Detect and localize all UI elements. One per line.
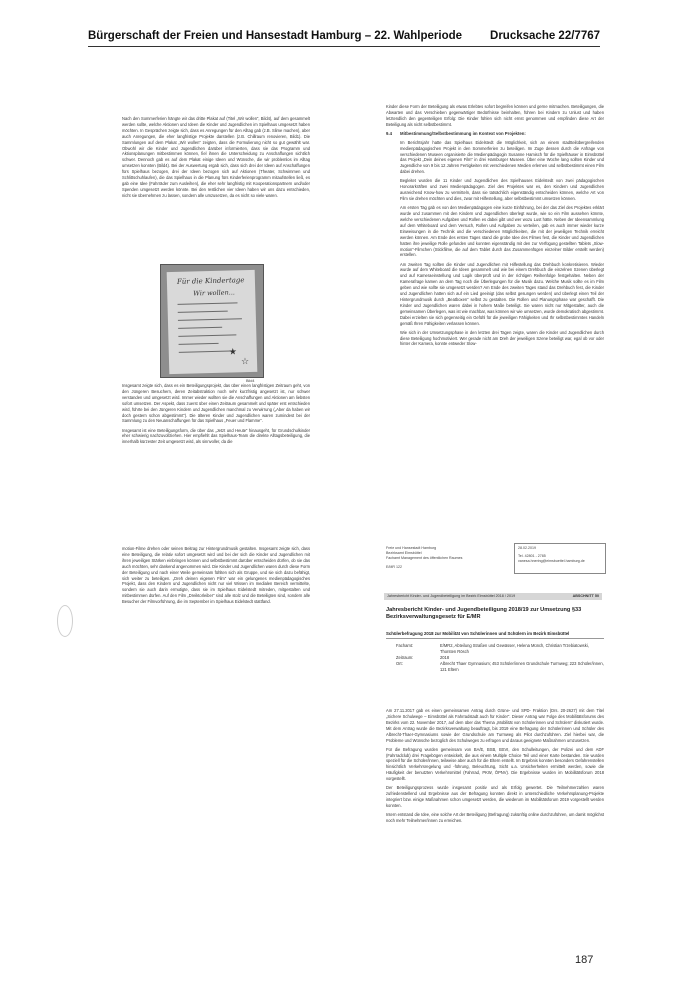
handwriting-line [178, 327, 222, 330]
handwriting-line [178, 311, 228, 314]
meta-row [396, 643, 604, 655]
meta-row [396, 661, 604, 673]
handwriting-line [178, 334, 236, 337]
report-title: Jahresbericht Kinder- und Jugendbeteiligung 2018/19 zur Umsetzung §33 Bezirksverwaltungsgesetz für E/MR [386, 607, 582, 621]
paragraph: Wie sich in der Umsetzungsphase in den letzten drei Tagen zeigte, waren die Kinder und Jugendlichen durch diese Beteiligung hochmotiviert. Wer gerade nicht am Dreh der jeweiligen Szene beteiligt war, egal ob vor oder hinter der Kamera, konnte entweder Slow- [400, 329, 604, 347]
right-upper-column [386, 104, 604, 351]
punch-hole-mark [57, 605, 73, 637]
email: vanesa.hnering@eimsbuettel.hamburg.de [518, 559, 585, 563]
org-line: Bezirksamt Eimsbüttel [386, 551, 422, 555]
star-icon: ★ [228, 346, 237, 357]
meta-value: E/MR2, Abteilung Straßen und Gewässer, Helena Münch, Christian Trzebiatowski, Thorsten Rösch [440, 643, 589, 654]
poster-photo [160, 264, 264, 378]
meta-value: 2018 [440, 654, 450, 660]
report-subtitle: Schülerbefragung 2018 zur Mobilität von Schülerinnen und Schülern im Bezirk Eimsbüttel [386, 631, 570, 636]
letterhead-contact [518, 546, 604, 564]
handwriting-line [178, 302, 238, 305]
parliament-title: Bürgerschaft der Freien und Hansestadt Hamburg – 22. Wahlperiode [88, 30, 463, 42]
meta-label: Fachamt: [396, 643, 414, 648]
paragraph: Der Beteiligungsprozess wurde insgesamt positiv und als Erfolg gewertet. Die Teilnehmerzahlen waren zufriedenstellend und Ergebnisse aus der Befragung konnten direkt in unterschiedliche Verkehrsplanung-Projekte integriert bzw. einige Maßnahmen schon umgesetzt werden, die wiederum im Mobilitätsforum 2019 vorgestellt werden konnten. [386, 785, 604, 808]
section-title: Mitbestimmung/Selbstbestimmung im Kontext von Projekten: [400, 130, 526, 136]
letter-date: 28.02.2019 [518, 546, 536, 550]
section-heading [386, 131, 604, 137]
paragraph: Insgesamt zeigte sich, dass es ein Beteiligungsprojekt, das über einen langfristigen Zeitraum geht, von den Jüngeren Besuchern, deren Zeitabstraktion noch sehr kurzfristig angesetzt ist, nur schwer verstanden und umgesetzt wird. Immer wieder wollten sie die Anschaffungen und Aktionen am liebsten sofort umsetzen. Der Aspekt, dass zuerst über einen Zeitraum gesammelt und später erst entschieden wird, führte bei den Jüngeren Kindern und Jugendlichen manchmal zu Verwirrung („Aber da haben wir doch gestern schon abgestimmt“). Die älteren Kinder und Jugendlichen waren zumindest bei der Sammlung zu den Neuanschaffungen für das Spielhaus „Feuer und Flamme“. [122, 383, 310, 424]
document-number: Drucksache 22/7767 [490, 30, 600, 42]
photo-caption: Bild4 [246, 379, 255, 383]
paragraph: Am 27.11.2017 gab es einen gemeinsamen Antrag durch Grüne- und SPD- Fraktion (Drs. 20-2627) mit dem Titel „Sichere Schulwege – Eimsbüttel als Fahrradstadt auch für Kinder“. Dieser Antrag war Folge des Mobilitätsforums des Bezirks vom 22. November 2017, auf dem über das Thema „Mobilität von Schülerinnen und Schülern“ diskutiert wurde. Mit dem Antrag wurde die Bezirksverwaltung beauftragt, bis 2019 eine Befragung der Schülerinnen und Schüler des Albrecht-Thaer-Gymnasiums sowie der Grundschule am Turmweg als Pilot durchzuführen. Ziel hierbei war, die Probleme und Wünsche bezüglich des Schulweges zu erfragen und daraus geeignete Maßnahmen umzusetzen. [386, 708, 604, 743]
poster-title-line1: Für die Kindertage [176, 276, 245, 286]
poster-title-line2: Wir wollen... [193, 288, 236, 298]
paragraph: Intern entstand die Idee, eine solche Art der Beteiligung (Befragung) zukünftig online durchzuführen, um damit möglichst noch mehr Teilnehmer/innen zu erreichen. [386, 812, 604, 823]
org-line: Freie und Hansestadt Hamburg [386, 546, 437, 550]
paragraph: Kinder diese Form der Beteiligung als etwas Erlebtes sofort begreifen können und gerne mitmachen. Beteiligungen, die Abwarten und das Verschieben gegenwärtiger Bedürfnisse beinhalten, führen bei Kindern zu Unlust und haben letztendlich den gegenteiligen Erfolg: Die Kinder fühlen sich nicht ernst genommen und empfinden diese Art der Beteiligung als nicht selbstbestimmt. [386, 104, 604, 127]
meta-label: Ort: [396, 660, 403, 666]
band-title: Jahresbericht Kinder- und Jugendbeteiligung im Bezirk Eimsbüttel 2018 / 2019 [387, 594, 516, 598]
report-body [386, 708, 604, 827]
handwriting-line [179, 351, 231, 354]
report-meta [396, 643, 604, 673]
left-lower-column [122, 383, 310, 448]
paragraph: Begleitet wurden die 11 Kinder und Jugendlichen des Spielhauses Eidelstedt von zwei pädagogischen Honorarkräften und zwei Medienpädagogen. Ziel des Projektes war es, den Kindern und Jugendlichen ausreichend Know-how zu vermitteln, dass sie tatsächlich eigenständig entscheiden können, welche Art von Film sie drehen möchten und dies, zwar mit Hilfestellung, aber selbstbestimmt umsetzen können. [400, 178, 604, 202]
poster-sheet [167, 270, 258, 374]
section-band [384, 593, 602, 600]
meta-value: Albrecht Thaer Gymnasium; 453 Schüler/innen Grundschule Turmweg; 223 Schüler/innen, 121 Eltern [440, 660, 604, 672]
left-page2-column [122, 546, 310, 608]
reference: E/MR 122 [386, 565, 402, 569]
subtitle-rule [386, 638, 604, 639]
page-number: 187 [575, 954, 594, 966]
letterhead-sender [386, 546, 506, 570]
paragraph: Für die Befragung wurden gemeinsam von BA/E, BSB, BSVI, den Schulleitungen, der Polizei und dem ADF (Fahrradclub) drei Fragebögen entwickelt, die aus einem Multiple Choice Teil und einer Karte bestanden. Sie wurden speziell für die Schüler/innen, teilweise aber auch für die Eltern erstellt. Im Ergebnis konnten besonders Gefahrenstellen hinsichtlich Verkehrsregelung und -führung, Beleuchtung, Sicht u.a. Unsicherheiten ermittelt werden, sowie die Häufigkeit der benutzten Verkehrsmittel (Fahrrad, PKW, ÖPNV). Die Ergebnisse wurden im Mobilitätsforum 2018 vorgestellt. [386, 746, 604, 782]
band-section: ABSCHNITT 50 [572, 594, 599, 598]
telephone: Tel. 42801 - 2785 [518, 554, 546, 558]
left-upper-column [122, 116, 310, 202]
paragraph: Am zweiten Tag sollten die Kinder und Jugendlichen mit Hilfestellung das Drehbuch konkretisieren. Wieder wurde auf dem Whiteboard die Ideen gesammelt und wie bei einem Drehbuch die einzelnen Szenen überlegt und auf Kameraeinstellung und Logik überprüft und in der richtigen Reihenfolge festgehalten. Neben der Kamerafrage kamen an dem Tag noch die Überlegungen für die Musik dazu. Welche Musik sollte es im Film geben und wie sollte sie umgesetzt werden? Am Ende des zweiten Tages stand das Drehbuch fest, die Kinder und Jugendlichen hatten sich auf ein Lied geeinigt (das selbst gesungen werden) und überlegt einen Teil der Hintergrundmusik durch „Beatboxen“ selbst zu gestalten. Die Rollen und Planungsphase war geschafft. Die Kinder und Jugendlichen waren dabei in hohem Maße beteiligt. Sie waren nicht nur Mitgestalter, auch die gemeinsamen Überlegen, was ist wie machbar, was können wir wie umsetzen, wurde demokratisch abgestimmt. Dabei erzielten sie sich gegenseitig ein Gefühl für die jeweiligen Fähigkeiten und Ihr selbstbestimmtes Handeln gemäß Ihren Fähigkeiten verlassen können. [400, 261, 604, 326]
header-rule [88, 46, 600, 47]
star-icon: ☆ [240, 356, 250, 367]
paragraph: Am ersten Tag gab es von den Medienpädagogen eine kurze Einführung, bei der das Ziel des Projektes erklärt wurde und zusammen mit den Kindern und Jugendlichen überlegt wurde, wie so ein Film aussehen könnte, welche verschiedenen Aufgaben und Rollen es dabei gibt und wer wozu Lust hätte. Neben der Ideensammlung auf dem Whiteboard und dem Versuch, Rollen und Aufgaben zu verteilen, gab es auch immer wieder kurze Einweisungen in die Technik und die verschiedenen Möglichkeiten, die mit der jeweiligen Technik erreicht werden können. Am Ende des ersten Tages stand die grobe Idee des Filmes fest, die Kinder und Jugendlichen hatten ihre jeweilige Rolle gefunden und konnten eigenständig mit den zur Verfügung gestellten Tablets „Slow-motion“-Filmchen (Stickfilme, die auf dem Tablet durch das Zusammenfügen einzelner Bilder erstellt werden) erstellen. [400, 205, 604, 258]
section-number: 9.4 [386, 130, 392, 136]
paragraph: motion-Filme drehen oder seinen Beitrag zur Hintergrundmusik gestalten. Insgesamt zeigte sich, dass eine Beteiligung, die relativ sofort umgesetzt wird und bei der sich die Kinder und Jugendlichen mit ihren jeweiligen Stärken einbringen können und selbstbestimmt darüber entscheiden dürfen, ob sie das auch möchten, sehr dankend angenommen wird. Die Kinder und Jugendlichen waren durch diese Form der Beteiligung und nach einer Weile gemeinsam fühlten sich als Gruppe, und sie sich dazu befähigt, sich weiter zu beteiligen. „Dreh deinen eigenen Film“ war ein gelungenes medienpädagogisches Projekt, dass den Kindern und Jugendlichen nicht nur viel Wissen im medialen Bereich vermittelte, sondern sie auch darin ermutigte, dass sie im Spielhaus Eidelstedt mitreden, mitgestalten und mitbestimmen dürfen. Auf den Film „Dreiktorleiber“ sind alle stolz und die Beteiligten sind, sondern alle Besucher der Filmvorführung, die im September im Spielhaus Eidelstedt stattfand. [122, 546, 310, 605]
paragraph: Im Berichtsjahr hatte das Spielhaus Eidelstedt die Möglichkeit, sich an einem stadtteilübergreifenden medienpädagogischen Projekt in den Sommerferien zu beteiligen. Im Zuge dessen durch die Anfrage von verschiedenen Museen organisierte die Medienpädagogin Susanne Hamisch für die Spielhäuser in Eimsbüttel das Projekt „Dein deines eigenen Film“ in drei Hamburger Museen. Über eine Woche lang sollten Kinder und Jugendliche von 9 bis 12 Jahren Fertigkeiten mit verschiedenen Medien erlernen und selbstbestimmt einen Film dabei drehen. [400, 139, 604, 175]
section-body [386, 140, 604, 348]
handwriting-line [179, 343, 219, 345]
meta-label: Zeitraum: [396, 654, 414, 660]
paragraph: Insgesamt ist eine Beteiligungsform, die über das „Jetzt und Heute“ hinausgeht, für Grundschulkinder eher schwierig nachzuvollziehen. Hier empfiehlt das Spielhaus-Team die direkte Alltagsbeteiligung, die innerhalb kürzester Zeit umgesetzt wird, als sinnvoller, da die [122, 427, 310, 445]
paragraph: Nach den Sommerferien hängte wir das dritte Plakat auf (Titel „Wir wollen“, Bild4), auf dem gesammelt werden sollte, welche Aktionen und Ideen die Kinder und Jugendlichen im Spielhaus umgesetzt haben möchten. In Gesprächen zeigte sich, dass es Anregungen für den Alltag gab (z.B. Slime machen), aber auch Anregungen, die eher langfristige Projekte darstellen (z.B. Chillraum renovieren, Bild1). Die Sammlungen auf dem Plakat „Wir wollen“ zeigten, dass die Formulierung nicht so gut gewählt war. Obwohl wir die Kinder und Jugendlichen darüber informierten, dass sie das Programm und Aktionsplanungen mitbestimmen können, fiel ihnen die Unterscheidung zu Anschaffungen sichtlich schwer. Dennoch gab es auf dem Plakat einige Ideen und Wünsche, die wir problemlos im Alltag umsetzen konnten (Bild4). Bei der Auswertung ergab sich, dass sich drei der Ideen auf Anschaffungen fürs Spielhaus bezogen, drei der Ideen bezogen sich auf Aktionen (Theater, Schwimmen und Schlittschuhlaufen), die das Spielhaus in die Planung fürs Kinderferienprogramm mitaufstellen ließ, es gab eine Idee (Fahrräder zum Ausleihen), die eher sehr langfristig mit Kooperationspartnern und/oder Spenden umgesetzt werden könnte. Bei den restlichen vier Ideen haben wir uns dazu entschieden, nicht sie übernehmen zu lassen, sondern alle umzusetzen, da es nicht so viele waren. [122, 116, 310, 198]
page-header [88, 30, 600, 42]
org-line: Fachamt Management des öffentlichen Raumes [386, 556, 463, 560]
handwriting-line [178, 318, 242, 321]
